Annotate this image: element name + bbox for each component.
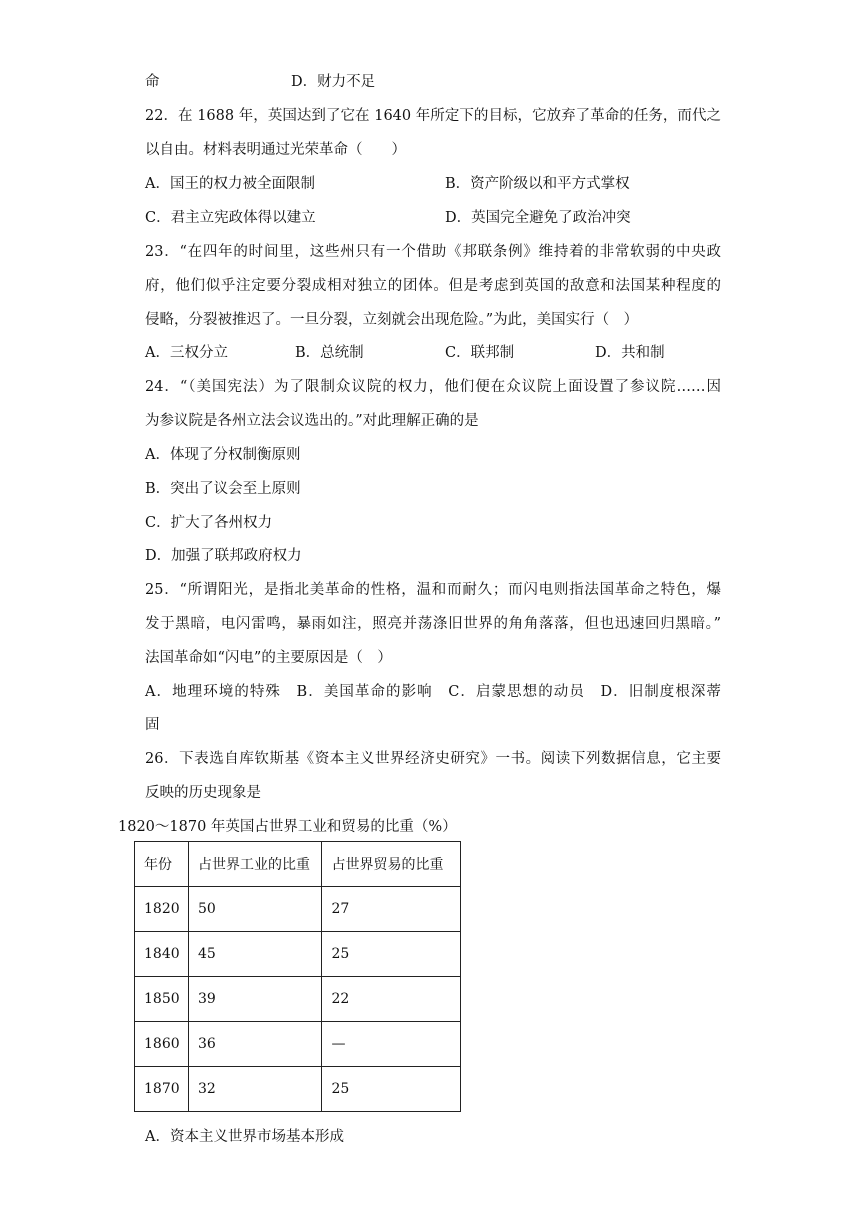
table-cell: 32	[188, 1067, 322, 1112]
q26-stem-line2: 反映的历史现象是	[145, 785, 261, 801]
q22-option-b: B．资产阶级以和平方式掌权	[445, 176, 630, 192]
q23-option-a: A．三权分立	[145, 345, 228, 361]
data-table	[134, 841, 461, 1112]
q22-option-d: D．英国完全避免了政治冲突	[445, 210, 631, 226]
q25-stem-line1: 25．“所谓阳光，是指北美革命的性格，温和而耐久；而闪电则指法国革命之特色，爆	[145, 582, 721, 598]
table-cell: 1850	[135, 977, 189, 1022]
q23-option-b: B．总统制	[295, 345, 364, 361]
table-cell: 1870	[135, 1067, 189, 1112]
table-header-row	[135, 842, 461, 887]
table-cell: —	[322, 1022, 461, 1067]
q22-stem-line1: 22．在 1688 年，英国达到了它在 1640 年所定下的目标，它放弃了革命的任务，而代之	[145, 108, 721, 124]
table-cell: 22	[322, 977, 461, 1022]
table-cell: 1860	[135, 1022, 189, 1067]
q23-option-d: D．共和制	[595, 345, 665, 361]
q24-stem-line2: 为参议院是各州立法会议选出的。”对此理解正确的是	[145, 413, 479, 429]
q25-stem-line3: 法国革命如“闪电”的主要原因是（ ）	[145, 650, 392, 666]
q23-stem-line1: 23．“在四年的时间里，这些州只有一个借助《邦联条例》维持着的非常软弱的中央政	[145, 244, 721, 260]
q24-option-c: C．扩大了各州权力	[145, 515, 273, 531]
q24-option-b: B．突出了议会至上原则	[145, 481, 301, 497]
table-cell: 45	[188, 932, 322, 977]
q24-stem-line1: 24．“（美国宪法）为了限制众议院的权力，他们便在众议院上面设置了参议院……因	[145, 379, 721, 395]
table-caption: 1820～1870 年英国占世界工业和贸易的比重（%）	[118, 819, 457, 835]
q25-options-wrap: 固	[145, 717, 160, 733]
q25-options-line: A．地理环境的特殊 B．美国革命的影响 C．启蒙思想的动员 D．旧制度根深蒂	[145, 684, 721, 700]
q21-option-d: D．财力不足	[291, 74, 376, 90]
q23-option-c: C．联邦制	[445, 345, 515, 361]
table-cell: 25	[322, 1067, 461, 1112]
table-cell: 36	[188, 1022, 322, 1067]
q24-option-d: D．加强了联邦政府权力	[145, 548, 302, 564]
q22-option-a: A．国王的权力被全面限制	[145, 176, 315, 192]
q22-option-c: C．君主立宪政体得以建立	[145, 210, 316, 226]
q21-continuation-fragment: 命	[145, 74, 160, 90]
table-cell: 39	[188, 977, 322, 1022]
q22-stem-line2: 以自由。材料表明通过光荣革命（ ）	[145, 142, 406, 158]
q25-stem-line2: 发于黑暗，电闪雷鸣，暴雨如注，照亮并荡涤旧世界的角角落落，但也迅速回归黑暗。”	[145, 616, 721, 632]
q26-stem-line1: 26．下表选自库钦斯基《资本主义世界经济史研究》一书。阅读下列数据信息，它主要	[145, 751, 721, 767]
header-cell-year: 年份	[135, 842, 189, 887]
table-cell: 25	[322, 932, 461, 977]
table-row	[135, 977, 461, 1022]
q23-stem-line2: 府，他们似乎注定要分裂成相对独立的团体。但是考虑到英国的敌意和法国某种程度的	[145, 278, 721, 294]
table-row	[135, 1022, 461, 1067]
table-cell: 1840	[135, 932, 189, 977]
table-cell: 1820	[135, 887, 189, 932]
table-row	[135, 1067, 461, 1112]
header-cell-industry-share: 占世界工业的比重	[188, 842, 322, 887]
q24-option-a: A．体现了分权制衡原则	[145, 447, 301, 463]
table-row	[135, 932, 461, 977]
header-cell-trade-share: 占世界贸易的比重	[322, 842, 461, 887]
table-row	[135, 887, 461, 932]
table-cell: 50	[188, 887, 322, 932]
q26-option-a: A．资本主义世界市场基本形成	[145, 1129, 344, 1145]
q23-stem-line3: 侵略，分裂被推迟了。一旦分裂，立刻就会出现危险。”为此，美国实行（ ）	[145, 312, 639, 328]
table-cell: 27	[322, 887, 461, 932]
